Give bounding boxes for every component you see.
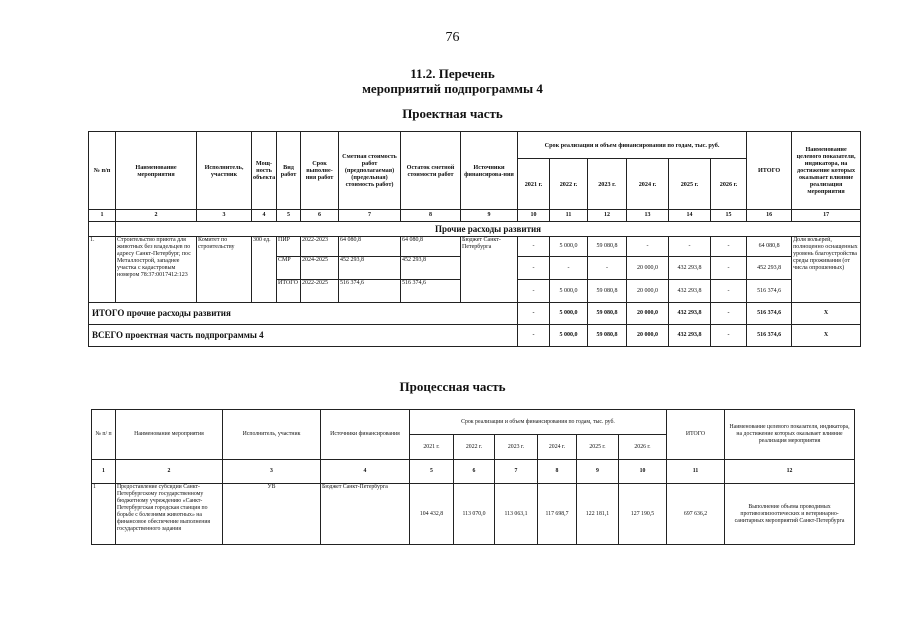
year-value: - [711, 280, 747, 303]
year-value: - [550, 257, 588, 280]
year-value: - [518, 325, 550, 347]
row-total: 516 374,6 [747, 303, 792, 325]
column-number: 8 [538, 460, 577, 484]
column-number: 16 [747, 210, 792, 222]
column-number: 4 [321, 460, 410, 484]
total-row-all [89, 325, 861, 347]
col-header-executor: Исполнитель, участник [197, 132, 252, 210]
column-number: 1 [89, 210, 116, 222]
column-number: 9 [577, 460, 619, 484]
year-header: 2024 г. [627, 159, 669, 210]
col-header-remainder: Остаток сметной стоимости работ [401, 132, 461, 210]
row-total: 516 374,6 [747, 325, 792, 347]
year-header: 2025 г. [577, 435, 619, 460]
col-header-sources: Источники финансирова-ния [461, 132, 518, 210]
year-value: - [711, 237, 747, 257]
row-number: 1 [92, 484, 116, 545]
col-header-total: ИТОГО [747, 132, 792, 210]
col-header-total: ИТОГО [667, 410, 725, 460]
item-indicator: Доля вольерей, полноценно оснащенных уровень благоустройства среды проживания (от числа опрошенных) [792, 237, 861, 303]
year-value: 5 000,0 [550, 237, 588, 257]
row-total: 452 293,8 [747, 257, 792, 280]
col-header-estimate: Сметная стоимость работ (предполагаемая) (предельная) стоимость работ) [339, 132, 401, 210]
work-type: ИТОГО [277, 280, 301, 303]
work-type: СМР [277, 257, 301, 280]
year-value: - [518, 237, 550, 257]
year-value: 432 293,8 [669, 303, 711, 325]
col-header-type: Вид работ [277, 132, 301, 210]
year-header: 2023 г. [588, 159, 627, 210]
col-header-capacity: Мощ-ность объекта [252, 132, 277, 210]
remainder-value: 64 080,8 [401, 237, 461, 257]
page-number: 76 [445, 30, 460, 45]
row-total: 516 374,6 [747, 280, 792, 303]
total-label: ИТОГО прочие расходы развития [89, 303, 518, 325]
heading-line-2: мероприятий подпрограммы 4 [362, 81, 543, 96]
item-capacity: 300 ед. [252, 237, 277, 303]
column-number: 1 [92, 460, 116, 484]
year-value: 59 080,8 [588, 303, 627, 325]
column-number: 14 [669, 210, 711, 222]
year-value: 20 000,0 [627, 280, 669, 303]
year-value: 432 293,8 [669, 325, 711, 347]
column-number: 6 [301, 210, 339, 222]
work-type: ПИР [277, 237, 301, 257]
year-value: - [518, 257, 550, 280]
year-value: 20 000,0 [627, 303, 669, 325]
year-value: - [627, 237, 669, 257]
item-executor: Комитет по строительству [197, 237, 252, 303]
year-value: - [711, 303, 747, 325]
year-header: 2026 г. [619, 435, 667, 460]
year-value: 127 190,5 [619, 484, 667, 545]
year-value: - [518, 280, 550, 303]
col-header-executor: Исполнитель, участник [223, 410, 321, 460]
year-header: 2022 г. [454, 435, 495, 460]
estimate-value: 64 080,8 [339, 237, 401, 257]
column-number: 5 [410, 460, 454, 484]
column-number: 11 [550, 210, 588, 222]
year-value: - [669, 237, 711, 257]
row-total: 697 636,2 [667, 484, 725, 545]
year-header: 2024 г. [538, 435, 577, 460]
table-row [92, 484, 855, 545]
year-value: - [588, 257, 627, 280]
year-header: 2021 г. [518, 159, 550, 210]
column-number: 7 [339, 210, 401, 222]
year-header: 2026 г. [711, 159, 747, 210]
year-value: 5 000,0 [550, 325, 588, 347]
year-value: - [518, 303, 550, 325]
year-value: 113 070,0 [454, 484, 495, 545]
row-number: 1. [89, 237, 116, 303]
year-value: 432 293,8 [669, 280, 711, 303]
column-number: 7 [495, 460, 538, 484]
item-name: Предоставление субсидии Санкт-Петербургскому государственному бюджетному учреждению «Санкт-Петербургская городская станция по борьбе с болезнями животных» на финансовое обеспечение выполнения государственного задания [116, 484, 223, 545]
year-value: 20 000,0 [627, 325, 669, 347]
column-number: 10 [619, 460, 667, 484]
year-value: 59 080,8 [588, 325, 627, 347]
year-value: 20 000,0 [627, 257, 669, 280]
total-label: ВСЕГО проектная часть подпрограммы 4 [89, 325, 518, 347]
process-table [91, 409, 855, 545]
item-sources: Бюджет Санкт-Петербурга [321, 484, 410, 545]
column-number: 3 [223, 460, 321, 484]
table-row [89, 237, 861, 257]
indicator-mark: X [792, 303, 861, 325]
year-header: 2022 г. [550, 159, 588, 210]
col-header-funding-group: Срок реализации и объем финансирования по годам, тыс. руб. [518, 132, 747, 159]
row-total: 64 080,8 [747, 237, 792, 257]
column-number: 10 [518, 210, 550, 222]
item-name: Строительство приюта для животных без владельцев по адресу Санкт-Петербург, пос Металлострой, западнее участка с кадастровым номером 78:37:0017412:123 [116, 237, 197, 303]
column-number: 11 [667, 460, 725, 484]
column-number: 6 [454, 460, 495, 484]
year-value: 117 698,7 [538, 484, 577, 545]
column-number: 2 [116, 460, 223, 484]
col-header-term: Срок выполне-ния работ [301, 132, 339, 210]
total-row-other [89, 303, 861, 325]
column-number: 2 [116, 210, 197, 222]
year-value: 432 293,8 [669, 257, 711, 280]
estimate-value: 516 374,6 [339, 280, 401, 303]
item-sources: Бюджет Санкт-Петербурга [461, 237, 518, 303]
item-indicator: Выполнение объема проводимых противоэпизоотических и ветеринарно-санитарных мероприятий Санкт-Петербурга [725, 484, 855, 545]
remainder-value: 452 293,8 [401, 257, 461, 280]
section-title-process: Процессная часть [399, 379, 506, 394]
column-number: 4 [252, 210, 277, 222]
column-number: 12 [588, 210, 627, 222]
column-number: 13 [627, 210, 669, 222]
work-term: 2022-2023 [301, 237, 339, 257]
year-header: 2023 г. [495, 435, 538, 460]
col-header-name: Наименование мероприятия [116, 410, 223, 460]
year-value: 59 080,8 [588, 237, 627, 257]
col-header-no: № п/п [89, 132, 116, 210]
work-term: 2024-2025 [301, 257, 339, 280]
year-value: 122 181,1 [577, 484, 619, 545]
col-header-no: № п/ п [92, 410, 116, 460]
year-value: - [711, 257, 747, 280]
year-value: 113 063,1 [495, 484, 538, 545]
column-number: 8 [401, 210, 461, 222]
year-value: - [711, 325, 747, 347]
project-table [88, 131, 861, 347]
section-spacer-cell [89, 222, 116, 237]
year-header: 2025 г. [669, 159, 711, 210]
item-executor: УВ [223, 484, 321, 545]
indicator-mark: X [792, 325, 861, 347]
column-number: 17 [792, 210, 861, 222]
year-value: 59 080,8 [588, 280, 627, 303]
col-header-sources: Источники финансирования [321, 410, 410, 460]
year-value: 5 000,0 [550, 280, 588, 303]
column-number: 3 [197, 210, 252, 222]
column-number: 5 [277, 210, 301, 222]
year-header: 2021 г. [410, 435, 454, 460]
remainder-value: 516 374,6 [401, 280, 461, 303]
section-title-project: Проектная часть [402, 106, 503, 121]
column-number: 12 [725, 460, 855, 484]
column-number: 9 [461, 210, 518, 222]
col-header-name: Наименование мероприятия [116, 132, 197, 210]
col-header-indicator: Наименование целевого показателя, индикатора, на достижение которых оказывает влияние реализация мероприятия [792, 132, 861, 210]
section-label: Прочие расходы развития [116, 222, 861, 237]
work-term: 2022-2025 [301, 280, 339, 303]
year-value: 104 432,8 [410, 484, 454, 545]
heading-line-1: 11.2. Перечень [410, 66, 495, 81]
col-header-funding-group: Срок реализации и объем финансирования по годам, тыс. руб. [410, 410, 667, 435]
column-number: 15 [711, 210, 747, 222]
col-header-indicator: Наименование целевого показателя, индикатора, на достижение которых оказывает влияние реализация мероприятия [725, 410, 855, 460]
estimate-value: 452 293,8 [339, 257, 401, 280]
year-value: 5 000,0 [550, 303, 588, 325]
